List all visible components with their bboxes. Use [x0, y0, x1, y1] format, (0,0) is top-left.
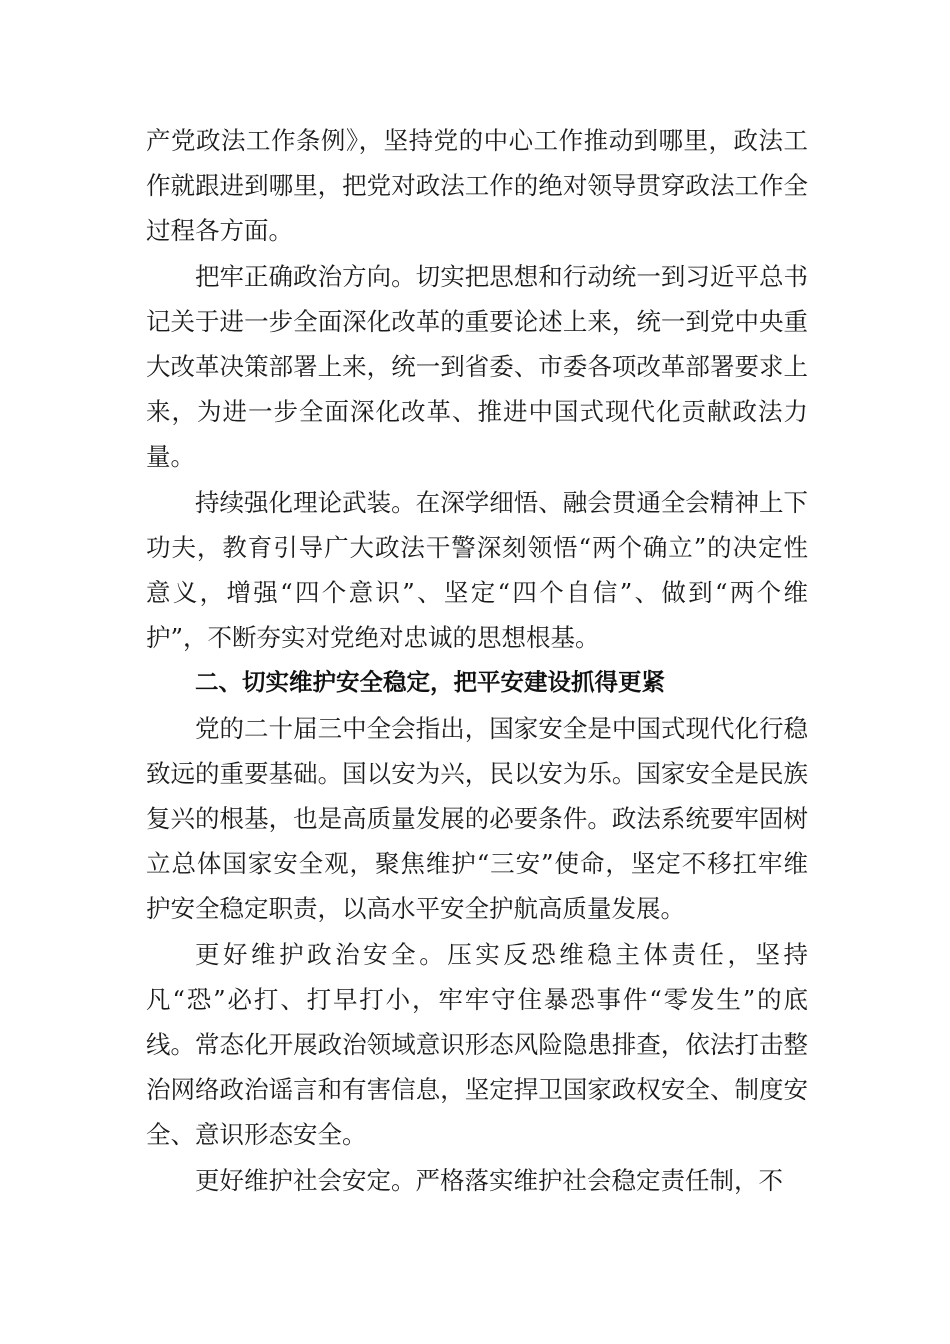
paragraph-theory-study: 持续强化理论武装。在深学细悟、融会贯通全会精神上下功夫，教育引导广大政法干警深刻领悟“两个确立”的决定性意义，增强“四个意识”、坚定“四个自信”、做到“两个维护”，不断夯实对党绝对忠诚的思想根基。	[146, 487, 808, 653]
paragraph-national-security: 党的二十届三中全会指出，国家安全是中国式现代化行稳致远的重要基础。国以安为兴，民以安为乐。国家安全是民族复兴的根基，也是高质量发展的必要条件。政法系统要牢固树立总体国家安全观，聚焦维护“三安”使命，坚定不移扛牢维护安全稳定职责，以高水平安全护航高质量发展。	[146, 713, 808, 924]
paragraph-political-direction: 把牢正确政治方向。切实把思想和行动统一到习近平总书记关于进一步全面深化改革的重要论述上来，统一到党中央重大改革决策部署上来，统一到省委、市委各项改革部署要求上来，为进一步全面深化改革、推进中国式现代化贡献政法力量。	[146, 261, 808, 472]
document-body	[146, 118, 808, 1203]
paragraph-continuation: 产党政法工作条例》，坚持党的中心工作推动到哪里，政法工作就跟进到哪里，把党对政法工作的绝对领导贯穿政法工作全过程各方面。	[146, 126, 808, 246]
paragraph-political-security: 更好维护政治安全。压实反恐维稳主体责任，坚持凡“恐”必打、打早打小，牢牢守住暴恐事件“零发生”的底线。常态化开展政治领域意识形态风险隐患排查，依法打击整治网络政治谣言和有害信息，坚定捍卫国家政权安全、制度安全、意识形态安全。	[146, 939, 808, 1150]
section-heading: 二、切实维护安全稳定，把平安建设抓得更紧	[195, 668, 665, 697]
paragraph-social-stability: 更好维护社会安定。严格落实维护社会稳定责任制，不	[195, 1165, 783, 1195]
